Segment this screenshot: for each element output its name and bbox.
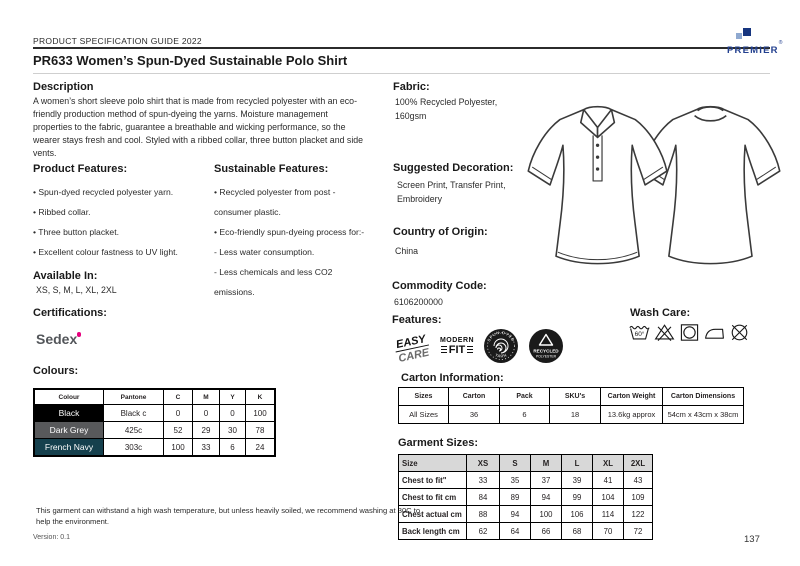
polo-shirt-front-back-illustration <box>520 76 788 274</box>
colour-swatch: Dark Grey <box>34 422 104 439</box>
fabric-heading: Fabric: <box>393 81 430 93</box>
wash-care-heading: Wash Care: <box>630 307 691 319</box>
table-header-row: Size XS S M L XL 2XL <box>399 455 653 472</box>
certifications-heading: Certifications: <box>33 307 107 319</box>
svg-text:60°: 60° <box>634 331 645 339</box>
available-in-heading: Available In: <box>33 270 98 282</box>
premier-logo-text: PREMIER <box>727 45 779 56</box>
list-item: • Ribbed collar. <box>33 202 208 222</box>
spun-dyed-yarn-badge-icon <box>482 327 520 365</box>
colours-heading: Colours: <box>33 365 79 377</box>
version-label: Version: 0.1 <box>33 534 70 541</box>
list-item: - Less chemicals and less CO2 emissions. <box>214 267 333 297</box>
suggested-decoration-line1: Screen Print, Transfer Print, <box>397 180 506 190</box>
fabric-line2: 160gsm <box>395 111 427 121</box>
sustainable-features-heading: Sustainable Features: <box>214 163 329 175</box>
table-row: Chest actual cm 88 94 100 106 114 122 <box>399 506 653 523</box>
iron-icon <box>703 322 726 343</box>
svg-text:SPUN-DYED: SPUN-DYED <box>486 330 516 343</box>
table-row: Chest to fit cm 84 89 94 99 104 109 <box>399 489 653 506</box>
list-item: • Recycled polyester from post - consumer plastic. <box>214 182 366 222</box>
premier-logo <box>727 28 782 58</box>
wash-care-icons <box>628 322 751 343</box>
svg-text:POLYESTER: POLYESTER <box>535 354 557 359</box>
table-header-row: Colour Pantone C M Y K <box>34 389 275 405</box>
suggested-decoration-line2: Embroidery <box>397 194 442 204</box>
description-heading: Description <box>33 81 94 93</box>
tumble-dry-icon <box>678 322 701 343</box>
page-number: 137 <box>744 534 760 545</box>
commodity-code-heading: Commodity Code: <box>392 280 487 292</box>
carton-table <box>398 387 744 424</box>
sedex-dot <box>77 332 82 337</box>
list-item: • Spun-dyed recycled polyester yarn. <box>33 182 208 202</box>
recycled-polyester-badge-icon <box>527 327 565 365</box>
sustainable-features-list <box>214 182 366 302</box>
features-heading: Features: <box>392 314 442 326</box>
table-row: Back length cm 62 64 66 68 70 72 <box>399 523 653 540</box>
colour-swatch: Black <box>34 405 104 422</box>
registered-mark: ® <box>778 40 783 46</box>
table-row: Black Black c 0 0 0 100 <box>34 405 275 422</box>
page-title: PR633 Women’s Spun-Dyed Sustainable Polo Shirt <box>33 53 348 68</box>
suggested-decoration-heading: Suggested Decoration: <box>393 162 514 174</box>
fabric-line1: 100% Recycled Polyester, <box>395 97 498 107</box>
list-item: • Three button placket. <box>33 222 208 242</box>
table-row: All Sizes 36 6 18 13.6kg approx 54cm x 43cm x 38cm <box>399 406 744 424</box>
table-row: French Navy 303c 100 33 6 24 <box>34 439 275 457</box>
country-of-origin-value: China <box>395 246 418 256</box>
carton-information-heading: Carton Information: <box>401 372 504 384</box>
feature-badges <box>392 327 565 365</box>
product-features-list <box>33 182 208 262</box>
wash-60-icon <box>628 322 651 343</box>
modern-fit-badge: MODERN FIT <box>439 336 475 356</box>
do-not-dry-clean-icon <box>728 322 751 343</box>
list-item: • Eco-friendly spun-dyeing process for:- <box>214 222 366 242</box>
svg-text:YARN: YARN <box>494 352 508 359</box>
available-in-value: XS, S, M, L, XL, 2XL <box>36 285 117 295</box>
commodity-code-value: 6106200000 <box>394 297 443 307</box>
easy-care-badge: EASY CARE <box>395 333 431 365</box>
list-item: - Less water consumption. <box>214 247 315 257</box>
table-header-row: Sizes Carton Pack SKU's Carton Weight Carton Dimensions <box>399 388 744 406</box>
do-not-bleach-icon <box>653 322 676 343</box>
description-body: A women’s short sleeve polo shirt that is made from recycled polyester with an eco-friendly production method of spun-dyeing the yarns. Moisture management properties to the fabric, guarantee a breathable and wicking performance, so the wearer stays fresh and cool. Styled with a ribbed collar, three button placket and side vents. <box>33 96 364 158</box>
svg-text:RECYCLED: RECYCLED <box>533 348 559 354</box>
table-row: Chest to fit" 33 35 37 39 41 43 <box>399 472 653 489</box>
header-rule <box>33 47 770 49</box>
product-features-heading: Product Features: <box>33 163 128 175</box>
colour-swatch: French Navy <box>34 439 104 457</box>
title-rule <box>33 73 770 74</box>
guide-label: PRODUCT SPECIFICATION GUIDE 2022 <box>33 36 202 46</box>
country-of-origin-heading: Country of Origin: <box>393 226 488 238</box>
sedex-logo: Sedex <box>36 331 77 349</box>
colours-table <box>33 388 276 457</box>
garment-sizes-heading: Garment Sizes: <box>398 437 479 449</box>
table-row: Dark Grey 425c 52 29 30 78 <box>34 422 275 439</box>
premier-logo-squares <box>736 28 751 39</box>
list-item: • Excellent colour fastness to UV light. <box>33 242 208 262</box>
garment-sizes-table <box>398 454 653 540</box>
wash-note: This garment can withstand a high wash temperature, but unless heavily soiled, we recommend washing at 30C to help the environment. <box>36 506 421 526</box>
